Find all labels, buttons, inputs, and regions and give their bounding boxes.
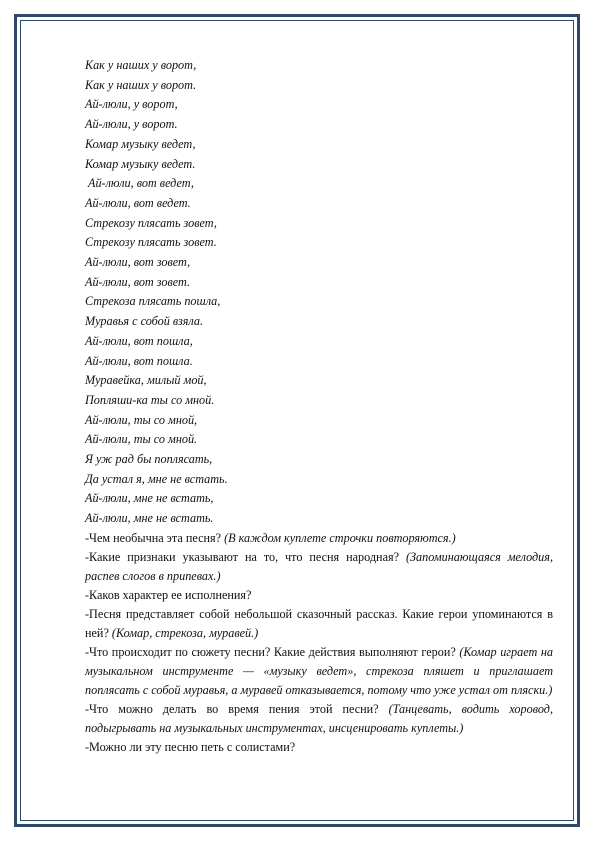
question-text: -Чем необычна эта песня? [85, 530, 225, 545]
question-paragraph [85, 548, 553, 586]
verse-line: Стрекозу плясать зовет. [85, 235, 217, 250]
verse-line: Комар музыку ведет. [85, 156, 196, 171]
answer-text: (Комар, стрекоза, муравей.) [111, 625, 259, 640]
verse-line: Комар музыку ведет, [85, 136, 196, 151]
verse-line: Как у наших у ворот. [85, 77, 197, 92]
verse-line: Попляши-ка ты со мной. [85, 392, 215, 407]
answer-text: (В каждом куплете строчки повторяются.) [224, 530, 456, 545]
verse-line: Ай-люли, вот ведет. [85, 195, 191, 210]
verse-line: Ай-люли, у ворот. [85, 117, 178, 132]
question-text: -Какие признаки указывают на то, что песня народная? [85, 549, 406, 564]
answer-text: (Комар играет на музыкальном инструменте — «музыку ведет», стрекоза пляшет и приглашает поплясать с собой муравья, а муравей отказывается, потому что уже устал от пляски.) [85, 644, 554, 697]
question-paragraph [85, 700, 553, 738]
verse-line: Муравейка, милый мой, [85, 373, 207, 388]
question-paragraph [85, 738, 553, 757]
verse-line: Стрекозу плясать зовет, [85, 215, 217, 230]
question-text: -Что можно делать во время пения этой песни? [85, 701, 389, 716]
page-content [85, 56, 553, 757]
verse-line: Ай-люли, вот ведет, [88, 176, 194, 191]
verse-line: Я уж рад бы поплясать, [85, 452, 213, 467]
question-text: -Можно ли эту песню петь с солистами? [85, 739, 296, 754]
verse-line: Ай-люли, вот пошла, [85, 333, 193, 348]
answer-text: (Запоминающаяся мелодия, распев слогов в припевах.) [85, 549, 553, 583]
question-text: -Что происходит по сюжету песни? Какие действия выполняют герои? [85, 644, 460, 659]
question-paragraph [85, 586, 553, 605]
verse-line: Ай-люли, вот пошла. [85, 353, 193, 368]
question-text: -Песня представляет собой небольшой сказочный рассказ. Какие герои упоминаются в ней? [85, 606, 553, 640]
verse-line: Ай-люли, вот зовет, [85, 255, 191, 270]
verse-line: Ай-люли, ты со мной, [85, 412, 198, 427]
verse-line: Муравья с собой взяла. [85, 314, 203, 329]
verse-line: Да устал я, мне не встать. [85, 471, 228, 486]
verse-line: Ай-люли, мне не встать, [85, 491, 214, 506]
question-text: -Каков характер ее исполнения? [85, 587, 252, 602]
verse-line: Ай-люли, у ворот, [85, 97, 178, 112]
verse-line: Ай-люли, вот зовет. [85, 274, 190, 289]
verse-line: Ай-люли, мне не встать. [85, 511, 214, 526]
verse-line: Как у наших у ворот, [85, 58, 197, 72]
question-paragraph [85, 643, 553, 700]
answer-text: (Танцевать, водить хоровод, подыгрывать на музыкальных инструментах, инсценировать куплеты.) [85, 701, 553, 735]
question-paragraph [85, 529, 553, 548]
discussion-questions [85, 529, 553, 757]
verse-line: Стрекоза плясать пошла, [85, 294, 221, 309]
verse-line: Ай-люли, ты со мной. [85, 432, 198, 447]
song-lyrics [85, 56, 553, 529]
question-paragraph [85, 605, 553, 643]
